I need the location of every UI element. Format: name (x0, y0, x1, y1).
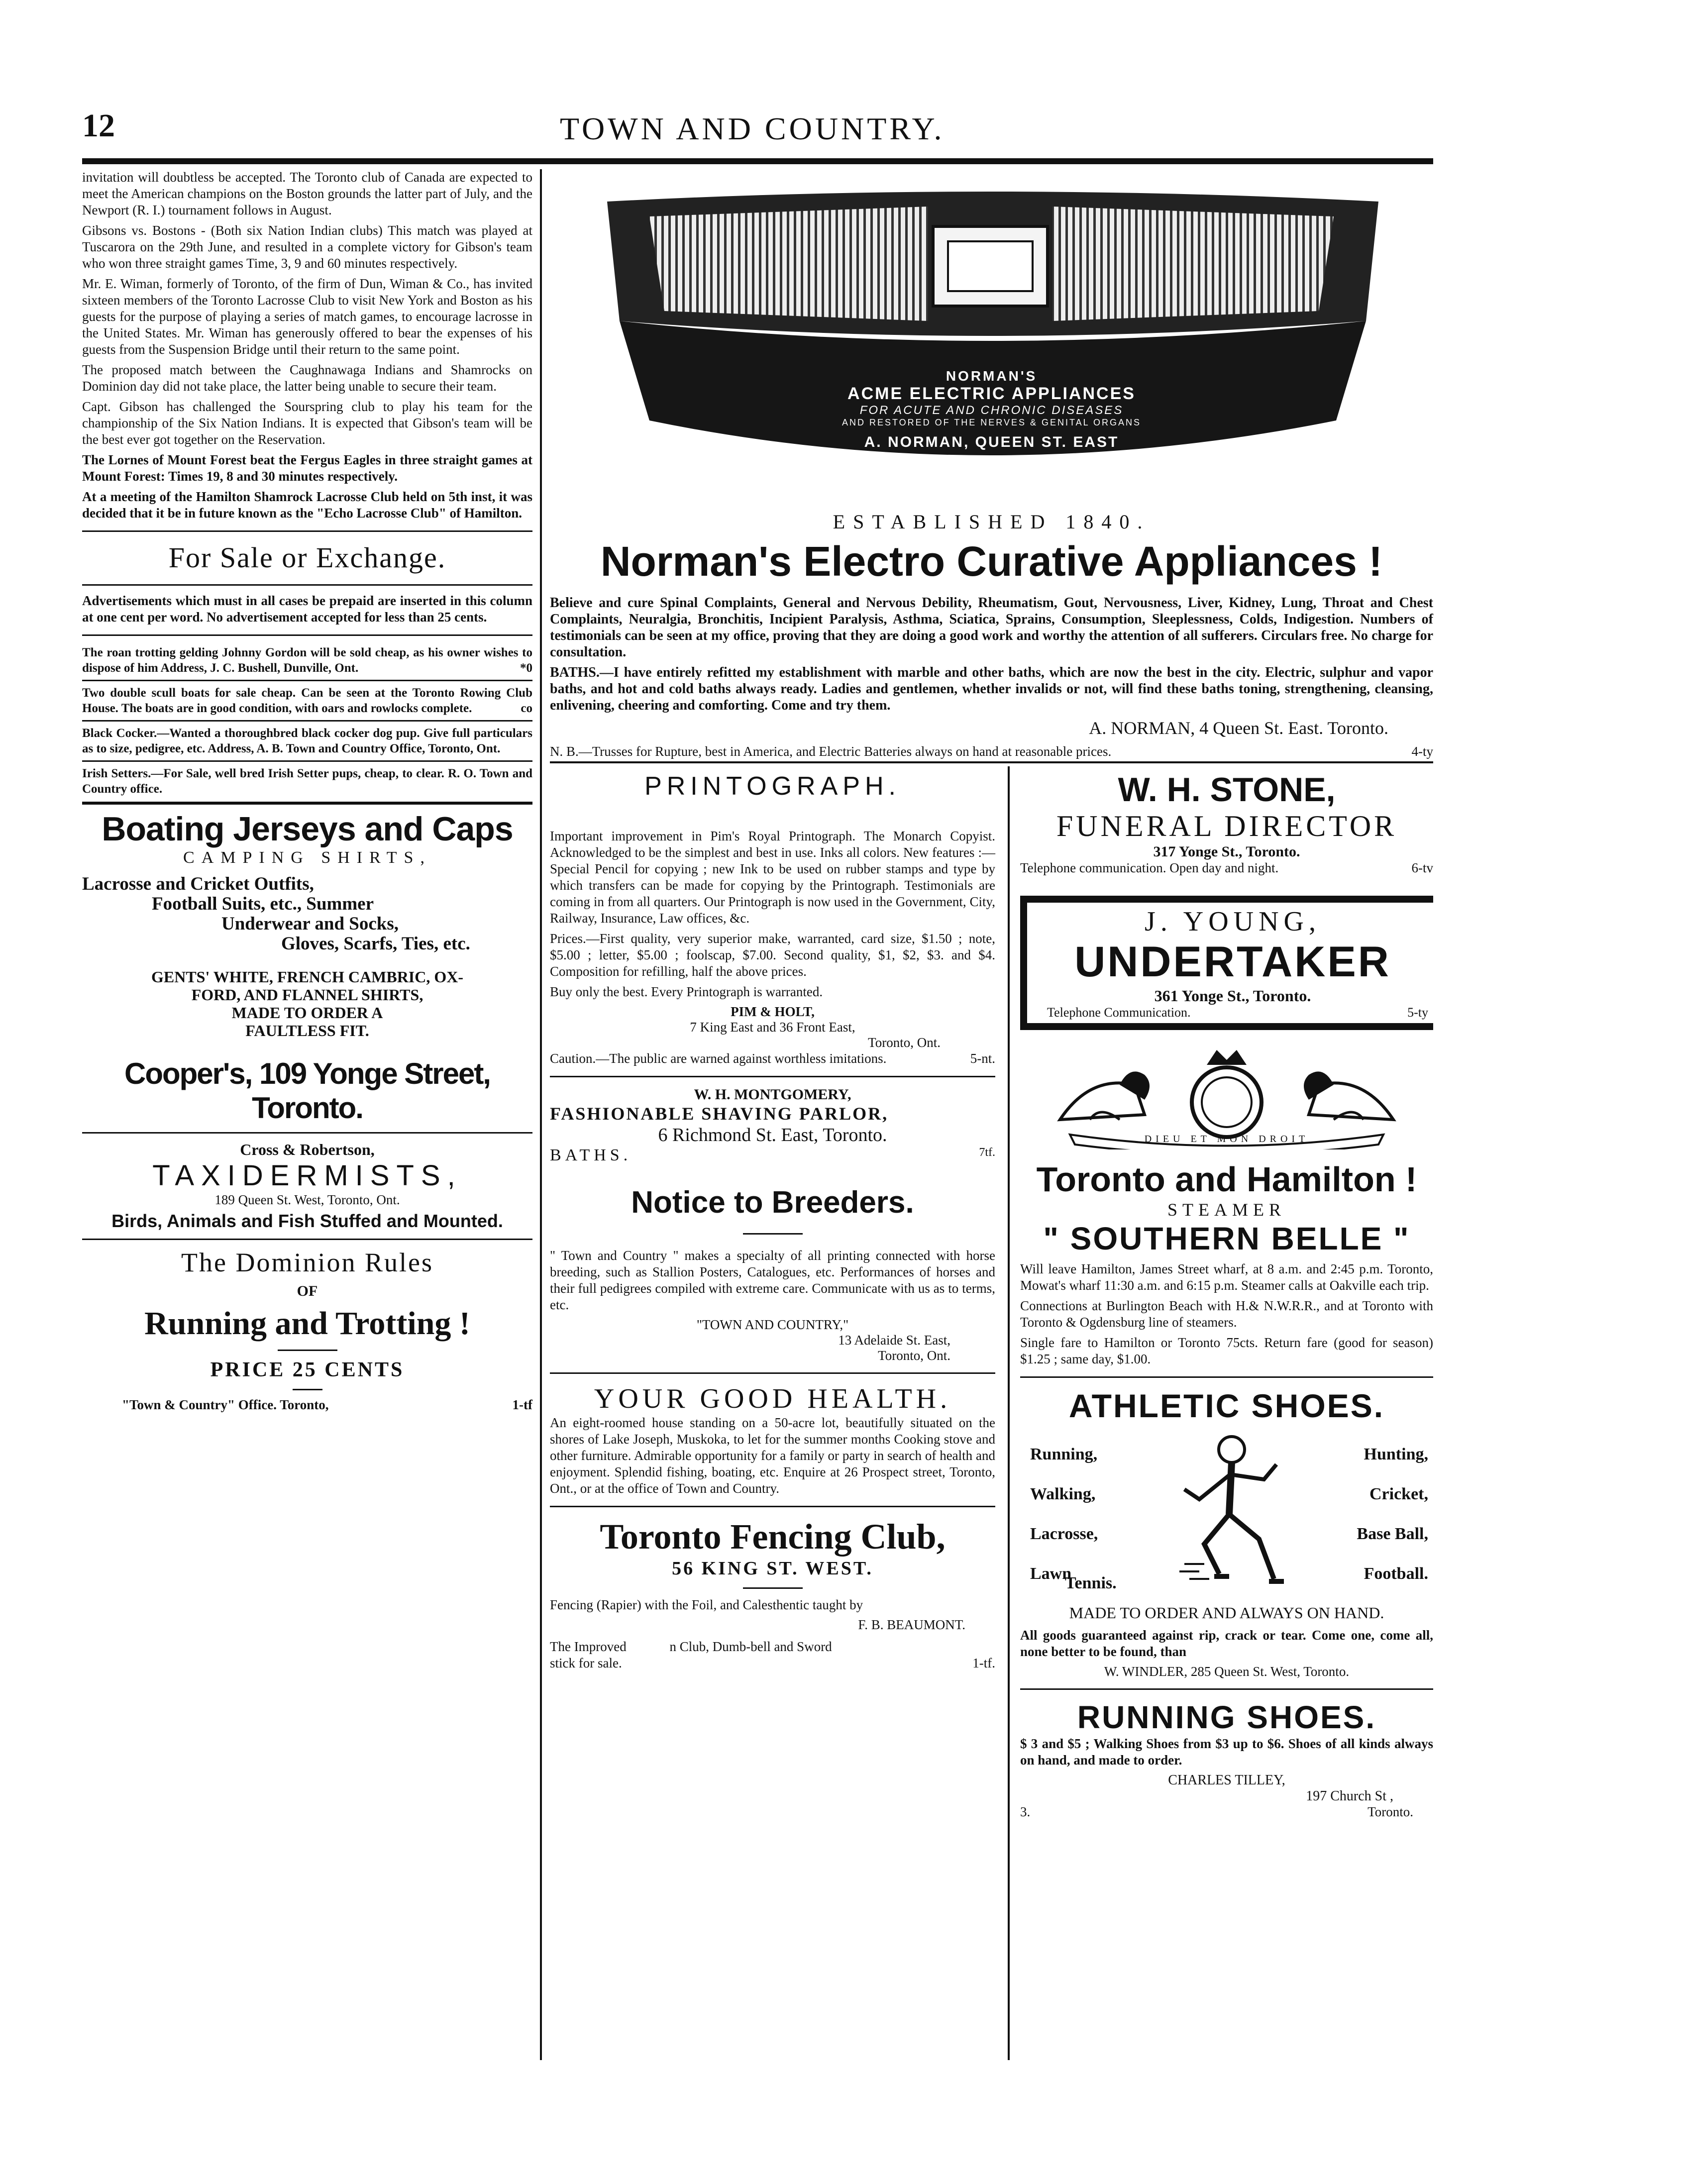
header-rule (82, 158, 1433, 164)
steamer-label: STEAMER (1167, 1200, 1286, 1220)
lacrosse-paragraph: Mr. E. Wiman, formerly of Toronto, of the firm of Dun, Wiman & Co., has invited sixteen members of the Toronto Lacrosse Club to visit New York and Boston as his guests for the purpose of playing a series of match games, to encourage lacrosse in the United States. Mr. Wiman has generously offered to bear the expenses of his guests from the Suspension Bridge until their return to the same point. (82, 276, 532, 357)
runner-icon (1169, 1430, 1294, 1594)
boating-line: Football Suits, etc., Summer (152, 894, 374, 914)
gents-shirts-line: GENTS' WHITE, FRENCH CAMBRIC, OX- (151, 968, 464, 986)
printograph-paragraph: Important improvement in Pim's Royal Printograph. The Monarch Copyist. Acknowledged to be the simplest and best in use. Inks all colors. New features :—Special Pencil for copying ; new Ink to be used on rubber stamps and type by which transfers can be made for copying by the Printograph. Testimonials are coming in from all quarters. Our Printograph is now used in the Government, City, Railway, Insurance, Law offices, &c. (550, 829, 995, 926)
sport-item: Base Ball, (1357, 1525, 1428, 1543)
breeders-signature: "TOWN AND COUNTRY," (696, 1317, 849, 1332)
classified-ad: Two double scull boats for sale cheap. Can be seen at the Toronto Rowing Club House. The boats are in good condition, with oars and rowlocks complete. co (82, 686, 532, 715)
printograph-paragraph: Buy only the best. Every Printograph is warranted. (550, 984, 823, 999)
gents-shirts-line: MADE TO ORDER A (231, 1004, 383, 1022)
camping-shirts-label: CAMPING SHIRTS, (183, 848, 431, 867)
crest-motto: DIEU ET MON DROIT (1144, 1134, 1309, 1144)
divider (82, 1239, 532, 1240)
belt-label: ACME ELECTRIC APPLIANCES (847, 384, 1136, 403)
tilley-name: CHARLES TILLEY, (1168, 1772, 1285, 1788)
divider (82, 1132, 532, 1134)
classified-ad: The roan trotting gelding Johnny Gordon will be sold cheap, as his owner wishes to dispose of him Address, J. C. Bushell, Dunville, Ont. *0 (82, 646, 532, 675)
pim-holt-address: 7 King East and 36 Front East, (690, 1020, 855, 1035)
divider (550, 1506, 995, 1507)
printograph-heading: PRINTOGRAPH. (644, 772, 901, 801)
dominion-rules-of: OF (297, 1283, 318, 1299)
athletic-shoes-block (1020, 1430, 1433, 1599)
page-number: 12 (82, 107, 115, 144)
column-left (82, 169, 532, 1413)
lacrosse-paragraph: Gibsons vs. Bostons - (Both six Nation Indian clubs) This match was played at Tuscarora on the 29th June, and resulted in a complete victory for Gibson's team who won three straight games Time, 3, 9 and 60 minutes respectively. (82, 223, 532, 271)
gents-shirts-line: FAULTLESS FIT. (245, 1022, 369, 1040)
taxidermists-heading: TAXIDERMISTS, (152, 1159, 462, 1192)
established-label: ESTABLISHED 1840. (833, 511, 1151, 533)
athletic-paragraph: All goods guaranteed against rip, crack or tear. Come one, come all, none better to be found, than (1020, 1628, 1433, 1659)
belt-label: FOR ACUTE AND CHRONIC DISEASES (859, 404, 1124, 417)
montgomery-name: W. H. MONTGOMERY, (694, 1086, 851, 1103)
royal-crest (1020, 1045, 1433, 1149)
divider (743, 1233, 803, 1235)
sport-item: Hunting, (1364, 1445, 1428, 1463)
young-heading: J. YOUNG, (1145, 906, 1321, 937)
gents-shirts-line: FORD, AND FLANNEL SHIRTS, (191, 986, 423, 1004)
cross-robertson-name: Cross & Robertson, (240, 1141, 375, 1158)
breeders-address: 13 Adelaide St. East, (838, 1333, 950, 1348)
divider (82, 584, 532, 586)
column-middle (550, 766, 995, 1675)
young-ad-box (1020, 896, 1433, 1030)
lacrosse-paragraph: At a meeting of the Hamilton Shamrock Lacrosse Club held on 5th inst, it was decided that it be in future known as the "Echo Lacrosse Club" of Hamilton. (82, 489, 532, 520)
norman-nb: N. B.—Trusses for Rupture, best in America, and Electric Batteries always on hand at reasonable prices. 4-ty (550, 744, 1433, 759)
made-to-order-label: MADE TO ORDER AND ALWAYS ON HAND. (1069, 1604, 1384, 1622)
boating-line: Gloves, Scarfs, Ties, etc. (281, 934, 470, 954)
classified-ad: Black Cocker.—Wanted a thoroughbred black cocker dog pup. Give full particulars as to size, pedigree, etc. Address, A. B. Town and Country Office, Toronto, Ont. (82, 727, 532, 755)
for-sale-note: Advertisements which must in all cases be prepaid are inserted in this column at one cent per word. No advertisement accepted for less than 25 cents. (82, 593, 532, 624)
caution-notice: Caution.—The public are warned against worthless imitations. 5-nt. (550, 1051, 995, 1066)
divider (293, 1389, 322, 1390)
coopers-address: Cooper's, 109 Yonge Street, Toronto. (124, 1057, 490, 1125)
lacrosse-paragraph: The proposed match between the Caughnawaga Indians and Shamrocks on Dominion day did not take place, the latter being unable to secure their team. (82, 362, 532, 394)
tilley-city-line: 3. Toronto. (1020, 1804, 1413, 1819)
norman-paragraph: Believe and cure Spinal Complaints, General and Nervous Debility, Rheumatism, Gout, Nervousness, Liver, Kidney, Lung, Throat and Chest Complaints, Neuralgia, Bronchitis, Incipient Paralysis, Asthma, Sciatica, Sprains, Consumption, Sleeplessness, Colds, Indigestion. Numbers of testimonials can be seen at my office, proving that they are doing a good work and worthy the attention of all sufferers. Circulars free. No charge for consultation. (550, 595, 1433, 660)
stone-address: 317 Yonge St., Toronto. (1153, 843, 1300, 860)
taxidermists-services: Birds, Animals and Fish Stuffed and Mounted. (111, 1211, 503, 1231)
steamer-paragraph: Connections at Burlington Beach with H.& N.W.R.R., and at Toronto with Toronto & Ogdensburg line of steamers. (1020, 1298, 1433, 1330)
young-telephone: Telephone Communication. 5-ty (1047, 1005, 1428, 1020)
running-trotting-heading: Running and Trotting ! (144, 1305, 470, 1342)
sport-item: Walking, (1030, 1485, 1096, 1503)
belt-icon (550, 172, 1433, 510)
norman-body (550, 595, 1433, 764)
good-health-paragraph: An eight-roomed house standing on a 50-acre lot, beautifully situated on the shores of Lake Joseph, Muskoka, to let for the summer months Cooking stove and other furniture. Admirable opportunity for a family or party in search of health and enjoyment. Splendid fishing, boating, etc. Enquire at 26 Prospect street, Toronto, Ont., or at the office of Town and Country. (550, 1415, 995, 1496)
divider (1020, 1376, 1433, 1378)
sport-item: Cricket, (1369, 1485, 1428, 1503)
divider (743, 1587, 803, 1589)
price-label: PRICE 25 CENTS (210, 1358, 405, 1381)
column-divider (540, 169, 542, 2060)
divider (82, 680, 532, 681)
masthead-title: TOWN AND COUNTRY. (560, 111, 945, 146)
norman-title: Norman's Electro Curative Appliances ! (600, 538, 1383, 585)
dominion-rules-heading: The Dominion Rules (181, 1248, 433, 1277)
sport-item: Lawn (1030, 1564, 1072, 1583)
young-address: 361 Yonge St., Toronto. (1154, 987, 1311, 1005)
classified-ad: Irish Setters.—For Sale, well bred Irish Setter pups, cheap, to clear. R. O. Town and Country office. (82, 767, 532, 796)
toronto-hamilton-heading: Toronto and Hamilton ! (1036, 1160, 1417, 1199)
tilley-address: 197 Church St , (1306, 1788, 1393, 1804)
fencing-club-heading: Toronto Fencing Club, (600, 1517, 946, 1557)
boating-line: Underwear and Socks, (221, 914, 399, 934)
baths-label: BATHS. 7tf. (550, 1146, 995, 1164)
sports-right-list (1357, 1435, 1428, 1594)
divider (82, 720, 532, 722)
fencing-paragraph: Fencing (Rapier) with the Foil, and Calesthentic taught by (550, 1597, 863, 1612)
for-sale-heading: For Sale or Exchange. (168, 541, 446, 574)
stone-telephone: Telephone communication. Open day and night. 6-tv (1020, 860, 1433, 875)
divider (278, 1350, 337, 1351)
pim-holt-city: Toronto, Ont. (868, 1035, 941, 1050)
fencing-paragraph: The Improved n Club, Dumb-bell and Sword stick for sale. 1-tf. (550, 1639, 995, 1670)
sport-item: Lacrosse, (1030, 1525, 1098, 1543)
price-office: "Town & Country" Office. Toronto, 1-tf (122, 1397, 532, 1412)
printograph-paragraph: Prices.—First quality, very superior make, warranted, card size, $1.50 ; note, $5.00 ; letter, $5.00 ; foolscap, $7.00. Second quality, $1, $2, $3. and $4. Composition for refilling, half the above prices. (550, 931, 995, 979)
running-shoes-paragraph: $ 3 and $5 ; Walking Shoes from $3 up to $6. Shoes of all kinds always on hand, and made to order. (1020, 1736, 1433, 1768)
stone-heading: W. H. STONE, (1118, 771, 1336, 809)
breeders-paragraph: " Town and Country " makes a specialty of all printing connected with horse breeding, such as Stallion Posters, Catalogues, etc. Performances of horses and their full pedigrees compiled with extreme care. Communicate with us as to terms, etc. (550, 1248, 995, 1312)
column-divider (1008, 766, 1010, 2060)
steamer-paragraph: Will leave Hamilton, James Street wharf, at 8 a.m. and 2:45 p.m. Toronto, Mowat's wharf 11:30 a.m. and 6:15 p.m. Steamer calls at Oakville each trip. (1020, 1261, 1433, 1293)
pim-holt-name: PIM & HOLT, (731, 1004, 815, 1019)
divider (82, 530, 532, 532)
funeral-director-label: FUNERAL DIRECTOR (1056, 810, 1397, 842)
shaving-parlor-heading: FASHIONABLE SHAVING PARLOR, (550, 1104, 889, 1124)
breeders-heading: Notice to Breeders. (631, 1185, 914, 1220)
undertaker-label: UNDERTAKER (1074, 938, 1391, 986)
sport-item: Running, (1030, 1445, 1098, 1463)
divider (1020, 1688, 1433, 1690)
divider (82, 634, 532, 636)
lacrosse-paragraph: Capt. Gibson has challenged the Sourspring club to play his team for the championship of the Six Nation Indians. It is expected that Gibson's team will be the best ever got together on the Reservation. (82, 399, 532, 447)
athletic-shoes-heading: ATHLETIC SHOES. (1068, 1387, 1385, 1424)
belt-label: A. NORMAN, QUEEN ST. EAST (864, 434, 1119, 450)
lacrosse-paragraph: invitation will doubtless be accepted. The Toronto club of Canada are expected to meet the American champions on the Boston grounds the latter part of July, and the Newport (R. I.) tournament follows in August. (82, 170, 532, 217)
sport-item: Tennis. (1065, 1574, 1117, 1592)
belt-label: NORMAN'S (946, 368, 1038, 384)
fencing-signature: F. B. BEAUMONT. (858, 1617, 965, 1632)
column-right (1020, 766, 1433, 1820)
section-rule (550, 761, 1433, 763)
divider (550, 1372, 995, 1374)
breeders-city: Toronto, Ont. (878, 1348, 950, 1363)
norman-paragraph: BATHS.—I have entirely refitted my establishment with marble and other baths, which are now the best in the city. Electric, sulphur and vapor baths, and hot and cold baths always ready. Ladies and gentlemen, whether invalids or not, will find these baths toning, strengthening, cleansing, enlivening, cheering and comforting. Come and try them. (550, 665, 1433, 713)
good-health-heading: YOUR GOOD HEALTH. (594, 1383, 951, 1414)
southern-belle-heading: " SOUTHERN BELLE " (1043, 1221, 1410, 1256)
lacrosse-paragraph: The Lornes of Mount Forest beat the Fergus Eagles in three straight games at Mount Forest: Times 19, 8 and 30 minutes respectively. (82, 452, 532, 484)
sports-left-list (1030, 1435, 1098, 1594)
running-shoes-heading: RUNNING SHOES. (1077, 1699, 1376, 1735)
divider (82, 802, 532, 805)
boating-line: Lacrosse and Cricket Outfits, (82, 874, 314, 894)
norman-signature: A. NORMAN, 4 Queen St. East. Toronto. (1089, 718, 1388, 738)
fencing-club-address: 56 KING ST. WEST. (672, 1558, 873, 1579)
steamer-paragraph: Single fare to Hamilton or Toronto 75cts. Return fare (good for season) $1.25 ; same day, $1.00. (1020, 1335, 1433, 1366)
boating-jerseys-heading: Boating Jerseys and Caps (102, 810, 513, 848)
sport-item: Football. (1364, 1564, 1428, 1583)
electric-belt-illustration (550, 172, 1433, 510)
windler-address: W. WINDLER, 285 Queen St. West, Toronto. (1104, 1664, 1350, 1679)
divider (82, 760, 532, 762)
belt-label: AND RESTORED OF THE NERVES & GENITAL ORGANS (842, 417, 1142, 427)
shaving-parlor-address: 6 Richmond St. East, Toronto. (658, 1125, 887, 1145)
divider (550, 1076, 995, 1077)
taxidermists-address: 189 Queen St. West, Toronto, Ont. (214, 1192, 400, 1207)
